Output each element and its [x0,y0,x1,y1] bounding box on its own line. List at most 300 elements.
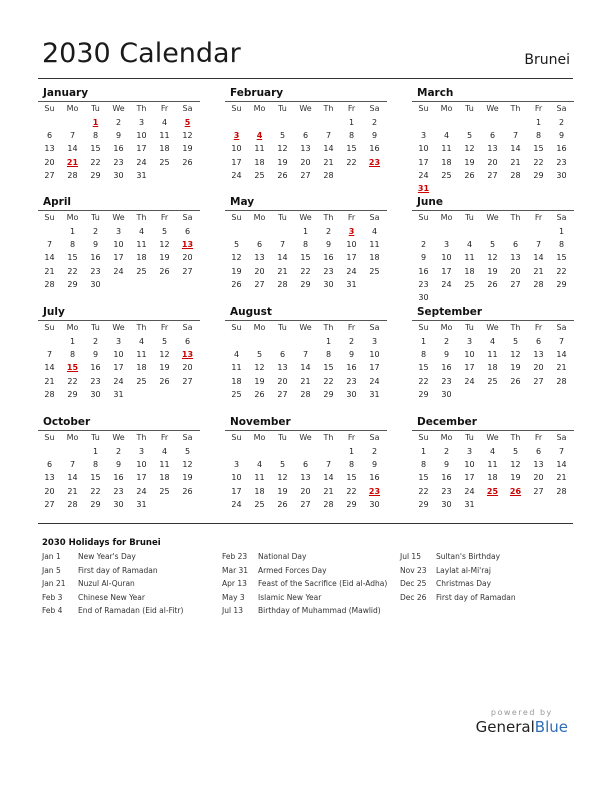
weekday-label: Tu [91,213,100,222]
weekday-label: Mo [253,323,266,332]
weekday-label: Tu [278,433,287,442]
weekday-label: Th [136,433,147,442]
day-cell: 17 [231,157,242,167]
day-cell: 28 [556,376,567,386]
day-cell: 4 [256,460,263,470]
day-cell: 8 [348,131,355,141]
day-cell: 12 [510,460,521,470]
month-rule [412,101,574,102]
weekday-label: Su [44,323,55,332]
weekday-label: Sa [182,433,193,442]
day-cell: 5 [489,240,496,250]
day-cell: 30 [418,293,429,302]
day-cell: 14 [510,144,521,154]
day-cell: 7 [302,350,309,360]
day-cell: 15 [90,144,101,154]
weekday-label: Fr [347,213,356,222]
holiday-date: Jul 15 [400,552,421,561]
holiday-row [400,579,516,593]
weekday-label: Sa [369,104,380,113]
day-cell: 12 [254,363,265,373]
day-cell: 19 [487,266,498,276]
day-cell: 13 [533,460,544,470]
day-cell: 11 [487,460,498,470]
day-cell: 4 [489,447,496,456]
day-cell: 29 [300,279,311,289]
day-cell: 4 [161,118,168,127]
day-cell: 6 [302,460,309,470]
day-cell: 22 [67,266,78,276]
weekday-label: Fr [534,104,543,113]
month-name: July [43,306,65,318]
day-cell: 20 [44,157,55,167]
powered-by-text: powered by [490,708,553,717]
day-cell: 23 [323,266,334,276]
day-cell: 18 [254,157,265,167]
weekday-label: Sa [369,433,380,442]
day-cell: 11 [136,350,147,360]
month-name: May [230,196,255,208]
day-cell: 16 [441,473,452,483]
day-cell: 5 [279,460,286,470]
day-cell: 8 [348,460,355,470]
page-title: 2030 Calendar [42,38,241,69]
day-cell: 22 [533,157,544,167]
month-name: October [43,416,91,428]
day-cell: 7 [512,131,519,141]
day-cell: 1 [420,447,427,456]
day-cell: 27 [254,279,265,289]
day-cell: 5 [233,240,240,250]
day-cell: 29 [323,389,334,399]
day-cell: 24 [369,376,380,386]
brand-blue: Blue [534,718,568,736]
weekday-label: Th [510,104,521,113]
month-rule [412,210,574,211]
day-cell: 17 [136,473,147,483]
day-cell: 19 [159,253,170,263]
weekday-label: Tu [465,323,474,332]
day-cell: 9 [443,350,450,360]
weekday-label: We [486,213,499,222]
day-cell: 29 [67,389,78,399]
holiday-date: Feb 4 [42,606,63,615]
holiday-row [222,552,387,566]
day-cell: 30 [346,389,357,399]
day-cell: 28 [44,279,55,289]
day-cell: 21 [323,486,334,496]
weekday-label: Th [323,104,334,113]
holiday-column [400,552,516,606]
weekday-label: Th [510,433,521,442]
day-cell: 8 [92,460,99,470]
day-cell: 24 [231,499,242,509]
day-cell: 27 [300,170,311,180]
weekday-label: We [112,323,125,332]
day-cell: 16 [113,473,124,483]
weekday-label: We [112,213,125,222]
day-cell: 25 [231,389,242,399]
holiday-day: 25 [486,486,499,496]
day-cell: 2 [371,447,378,456]
day-cell: 24 [136,486,147,496]
day-cell: 24 [464,376,475,386]
month-name: August [230,306,272,318]
day-cell: 23 [113,486,124,496]
day-cell: 10 [136,131,147,141]
day-cell: 25 [159,157,170,167]
day-cell: 20 [254,266,265,276]
day-cell: 19 [510,473,521,483]
day-cell: 5 [256,350,263,360]
day-cell: 11 [136,240,147,250]
day-cell: 27 [182,376,193,386]
day-cell: 24 [113,376,124,386]
holiday-date: Apr 13 [222,579,247,588]
day-cell: 27 [300,499,311,509]
day-cell: 14 [277,253,288,263]
weekday-label: Su [231,104,242,113]
country-label: Brunei [524,52,570,68]
day-cell: 16 [418,266,429,276]
day-cell: 9 [558,131,565,141]
day-cell: 14 [533,253,544,263]
day-cell: 2 [92,337,99,346]
day-cell: 27 [182,266,193,276]
holiday-date: Jul 13 [222,606,243,615]
day-cell: 10 [464,460,475,470]
day-cell: 4 [371,227,378,236]
brand-name [476,718,568,736]
day-cell: 13 [44,144,55,154]
day-cell: 23 [113,157,124,167]
weekday-label: Sa [556,433,567,442]
month-name: January [43,87,89,99]
day-cell: 11 [231,363,242,373]
day-cell: 14 [556,460,567,470]
day-cell: 31 [136,170,147,180]
weekday-label: Tu [278,323,287,332]
day-cell: 22 [556,266,567,276]
holiday-day: 15 [66,363,79,373]
day-cell: 11 [254,473,265,483]
holiday-row [42,579,183,593]
day-cell: 6 [535,447,542,456]
day-cell: 19 [182,473,193,483]
holiday-name: Feast of the Sacrifice (Eid al-Adha) [258,579,388,588]
holiday-column [222,552,387,620]
day-cell: 17 [113,363,124,373]
day-cell: 18 [254,486,265,496]
day-cell: 16 [323,253,334,263]
month-name: February [230,87,284,99]
weekday-label: Sa [556,213,567,222]
holiday-day: 3 [233,131,240,141]
day-cell: 17 [231,486,242,496]
day-cell: 22 [346,486,357,496]
day-cell: 21 [67,486,78,496]
weekday-label: We [299,323,312,332]
day-cell: 6 [489,131,496,141]
weekday-label: Th [136,213,147,222]
day-cell: 16 [90,363,101,373]
holiday-row [222,579,387,593]
day-cell: 29 [346,499,357,509]
weekday-label: We [486,323,499,332]
weekday-label: Tu [91,104,100,113]
holiday-name: End of Ramadan (Eid al-Fitr) [78,606,184,615]
weekday-label: Th [510,323,521,332]
day-cell: 23 [441,376,452,386]
day-cell: 4 [233,350,240,360]
month-name: September [417,306,483,318]
day-cell: 13 [510,253,521,263]
month-rule [225,101,387,102]
holiday-date: Mar 31 [222,565,249,575]
holiday-date: Dec 26 [400,592,427,602]
day-cell: 31 [369,389,380,399]
day-cell: 19 [464,157,475,167]
day-cell: 24 [464,486,475,496]
day-cell: 10 [113,350,124,360]
day-cell: 20 [182,363,193,373]
day-cell: 23 [418,279,429,289]
day-cell: 27 [44,170,55,180]
day-cell: 26 [277,499,288,509]
day-cell: 22 [418,376,429,386]
day-cell: 18 [159,473,170,483]
weekday-label: Mo [253,104,266,113]
day-cell: 4 [161,447,168,456]
holiday-date: Feb 3 [42,592,63,602]
weekday-label: Su [44,104,55,113]
day-cell: 28 [67,499,78,509]
day-cell: 3 [115,337,122,346]
generalblue-logo[interactable] [476,708,568,736]
day-cell: 4 [466,240,473,250]
day-cell: 2 [443,447,450,456]
day-cell: 3 [420,131,427,141]
weekday-label: Fr [160,104,169,113]
day-cell: 18 [487,473,498,483]
weekday-label: Th [136,323,147,332]
day-cell: 2 [420,240,427,250]
holiday-row [42,552,183,566]
holiday-day: 21 [66,157,79,167]
day-cell: 1 [535,118,542,127]
day-cell: 8 [302,240,309,250]
day-cell: 3 [466,337,473,346]
day-cell: 7 [558,447,565,456]
day-cell: 10 [441,253,452,263]
day-cell: 17 [441,266,452,276]
day-cell: 3 [443,240,450,250]
day-cell: 27 [533,376,544,386]
month-rule [225,430,387,431]
day-cell: 16 [369,473,380,483]
day-cell: 11 [441,144,452,154]
day-cell: 30 [90,389,101,399]
day-cell: 16 [441,363,452,373]
day-cell: 9 [348,350,355,360]
day-cell: 3 [371,337,378,346]
day-cell: 25 [464,279,475,289]
day-cell: 28 [67,170,78,180]
month-name: March [417,87,454,99]
day-cell: 21 [556,473,567,483]
day-cell: 6 [184,227,191,236]
day-cell: 31 [113,389,124,399]
day-cell: 14 [67,144,78,154]
day-cell: 29 [90,499,101,509]
day-cell: 4 [138,227,145,236]
day-cell: 10 [418,144,429,154]
day-cell: 20 [300,486,311,496]
weekday-label: Fr [160,213,169,222]
day-cell: 6 [535,337,542,346]
weekday-label: Su [44,213,55,222]
day-cell: 23 [346,376,357,386]
day-cell: 28 [300,389,311,399]
day-cell: 5 [184,447,191,456]
weekday-label: Su [418,104,429,113]
day-cell: 10 [464,350,475,360]
day-cell: 25 [136,266,147,276]
holiday-row [400,552,516,566]
day-cell: 12 [510,350,521,360]
day-cell: 26 [159,376,170,386]
day-cell: 4 [443,131,450,141]
calendar-bottom-rule [38,523,573,524]
day-cell: 14 [67,473,78,483]
day-cell: 12 [277,144,288,154]
holiday-name: Sultan's Birthday [436,552,501,561]
month-rule [38,210,200,211]
day-cell: 5 [466,131,473,141]
weekday-label: Sa [182,213,193,222]
day-cell: 9 [371,131,378,141]
weekday-label: Su [231,433,242,442]
day-cell: 17 [136,144,147,154]
day-cell: 29 [418,499,429,509]
holiday-name: First day of Ramadan [436,592,516,602]
day-cell: 15 [90,473,101,483]
day-cell: 15 [67,253,78,263]
day-cell: 6 [279,350,286,360]
weekday-label: Fr [347,104,356,113]
weekday-label: Fr [347,433,356,442]
day-cell: 12 [487,253,498,263]
day-cell: 14 [556,350,567,360]
day-cell: 1 [302,227,309,236]
day-cell: 12 [464,144,475,154]
weekday-label: Mo [440,433,453,442]
day-cell: 28 [556,486,567,496]
month-rule [38,320,200,321]
day-cell: 21 [44,266,55,276]
weekday-label: Tu [278,213,287,222]
holiday-day: 1 [92,118,99,127]
day-cell: 22 [323,376,334,386]
day-cell: 26 [182,486,193,496]
brand-general: General [475,718,535,736]
day-cell: 2 [325,227,332,236]
month-rule [38,430,200,431]
day-cell: 9 [371,460,378,470]
weekday-label: Fr [160,323,169,332]
day-cell: 16 [113,144,124,154]
day-cell: 19 [510,363,521,373]
weekday-label: We [112,433,125,442]
day-cell: 24 [231,170,242,180]
day-cell: 28 [44,389,55,399]
day-cell: 26 [277,170,288,180]
day-cell: 21 [556,363,567,373]
holiday-name: Laylat al-Mi'raj [436,565,491,575]
day-cell: 19 [277,157,288,167]
day-cell: 15 [418,363,429,373]
holiday-date: Jan 21 [42,579,66,588]
day-cell: 1 [69,337,76,346]
month-rule [412,430,574,431]
weekday-label: Sa [369,323,380,332]
day-cell: 2 [115,118,122,127]
day-cell: 27 [487,170,498,180]
day-cell: 18 [231,376,242,386]
month-rule [38,101,200,102]
day-cell: 1 [325,337,332,346]
day-cell: 7 [69,460,76,470]
day-cell: 29 [533,170,544,180]
day-cell: 8 [535,131,542,141]
day-cell: 14 [44,363,55,373]
day-cell: 3 [115,227,122,236]
day-cell: 10 [231,144,242,154]
holiday-row [400,566,516,580]
day-cell: 1 [558,227,565,236]
day-cell: 27 [533,486,544,496]
day-cell: 13 [277,363,288,373]
weekday-label: Su [418,213,429,222]
month-name: November [230,416,291,428]
day-cell: 10 [369,350,380,360]
weekday-label: Sa [556,104,567,113]
day-cell: 12 [231,253,242,263]
month-name: December [417,416,477,428]
day-cell: 21 [323,157,334,167]
day-cell: 11 [159,131,170,141]
day-cell: 31 [136,499,147,509]
day-cell: 14 [44,253,55,263]
day-cell: 27 [510,279,521,289]
day-cell: 9 [325,240,332,250]
day-cell: 1 [69,227,76,236]
day-cell: 19 [277,486,288,496]
day-cell: 21 [300,376,311,386]
day-cell: 11 [464,253,475,263]
day-cell: 6 [302,131,309,141]
day-cell: 19 [182,144,193,154]
weekday-label: Mo [440,323,453,332]
holiday-name: Birthday of Muhammad (Mawlid) [258,606,381,615]
day-cell: 30 [369,499,380,509]
holiday-day: 23 [368,157,381,167]
weekday-label: We [299,104,312,113]
day-cell: 15 [346,144,357,154]
holiday-name: Christmas Day [436,579,492,588]
holiday-name: Nuzul Al-Quran [78,579,135,588]
day-cell: 8 [92,131,99,141]
